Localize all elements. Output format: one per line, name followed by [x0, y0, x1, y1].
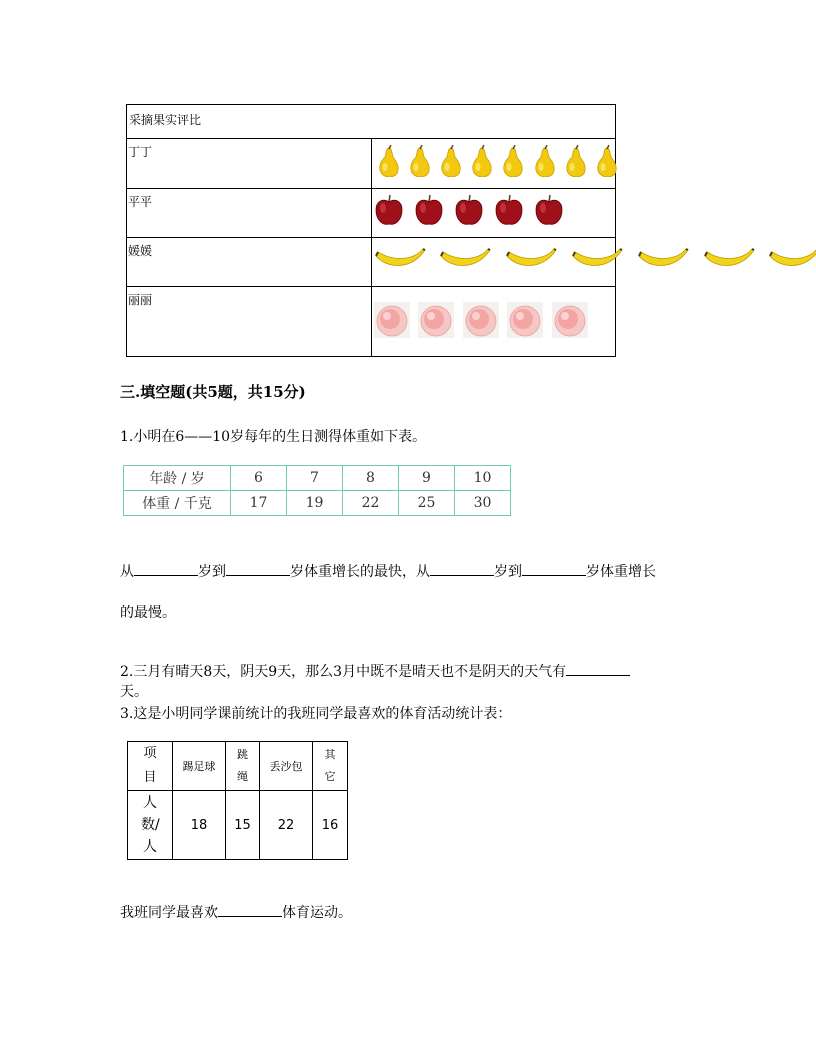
weight-cell: 22 — [343, 491, 399, 516]
count-cell: 18 — [173, 791, 226, 860]
item-header — [128, 742, 173, 791]
age-header: 年龄 / 岁 — [124, 466, 231, 491]
weight-header: 体重 / 千克 — [124, 491, 231, 516]
banana-row — [371, 238, 616, 287]
banana-icon — [439, 246, 491, 274]
banana-icon — [505, 246, 557, 274]
row-name-lili: 丽丽 — [127, 287, 372, 357]
q1-text: 岁到 — [494, 564, 522, 580]
activity-header — [313, 742, 348, 791]
pear-icon — [407, 145, 433, 177]
q1-fill-line — [120, 561, 656, 581]
banana-icon — [703, 246, 755, 274]
age-cell: 10 — [455, 466, 511, 491]
answer-blank[interactable] — [218, 902, 282, 917]
answer-blank[interactable] — [566, 661, 630, 676]
activity-header-text: 跳绳 — [237, 748, 248, 783]
apple-row — [371, 189, 616, 238]
count-header — [128, 791, 173, 860]
q1-text: 岁体重增长 — [586, 564, 656, 580]
weight-cell: 19 — [287, 491, 343, 516]
pear-icon — [500, 145, 526, 177]
q3-text: 体育运动。 — [282, 905, 352, 921]
q1-line2: 的最慢。 — [120, 605, 176, 621]
row-name-yuanyuan: 媛媛 — [127, 238, 372, 287]
q2-line2: 天。 — [120, 684, 148, 700]
pear-icon — [594, 145, 620, 177]
row-name-dingding: 丁丁 — [127, 139, 372, 189]
activity-header-text: 其它 — [324, 748, 336, 783]
banana-icon — [374, 246, 426, 274]
peach-row — [371, 287, 616, 357]
age-cell: 9 — [399, 466, 455, 491]
peach-icon — [552, 302, 588, 338]
pear-icon — [376, 145, 402, 177]
activity-header — [226, 742, 260, 791]
sports-table — [127, 741, 348, 860]
pictograph-table — [126, 104, 616, 357]
item-header-text: 项目 — [143, 746, 157, 785]
q3-answer-line — [120, 902, 352, 922]
count-cell: 22 — [260, 791, 313, 860]
count-cell: 15 — [226, 791, 260, 860]
banana-icon — [571, 246, 623, 274]
q1-text: 岁体重增长的最快，从 — [290, 564, 430, 580]
peach-icon — [374, 302, 410, 338]
row-name-pingping: 平平 — [127, 189, 372, 238]
weight-cell: 25 — [399, 491, 455, 516]
q3-prompt: 3.这是小明同学课前统计的我班同学最喜欢的体育活动统计表： — [120, 706, 512, 722]
answer-blank[interactable] — [226, 561, 290, 576]
peach-icon — [463, 302, 499, 338]
q1-prompt: 1.小明在6——10岁每年的生日测得体重如下表。 — [120, 429, 427, 445]
q2-line — [120, 661, 630, 681]
weight-cell: 30 — [455, 491, 511, 516]
age-cell: 7 — [287, 466, 343, 491]
apple-icon — [493, 194, 525, 226]
answer-blank[interactable] — [522, 561, 586, 576]
banana-icon — [768, 246, 816, 274]
weight-cell: 17 — [231, 491, 287, 516]
pear-icon — [532, 145, 558, 177]
q1-text: 岁到 — [198, 564, 226, 580]
peach-icon — [507, 302, 543, 338]
pear-icon — [469, 145, 495, 177]
count-header-text: 人数/人 — [141, 794, 160, 855]
answer-blank[interactable] — [430, 561, 494, 576]
activity-header: 丢沙包 — [260, 742, 313, 791]
apple-icon — [533, 194, 565, 226]
peach-icon — [418, 302, 454, 338]
pictograph-title: 采摘果实评比 — [127, 105, 616, 139]
weight-table — [123, 465, 511, 516]
pear-icon — [563, 145, 589, 177]
apple-icon — [373, 194, 405, 226]
banana-icon — [637, 246, 689, 274]
pear-icon — [438, 145, 464, 177]
count-cell: 16 — [313, 791, 348, 860]
section-heading: 三.填空题(共5题，共15分) — [120, 383, 306, 401]
apple-icon — [453, 194, 485, 226]
q1-text: 从 — [120, 564, 134, 580]
pear-row — [371, 139, 616, 189]
q3-text: 我班同学最喜欢 — [120, 905, 218, 921]
answer-blank[interactable] — [134, 561, 198, 576]
q2-text: 2.三月有晴天8天，阴天9天，那么3月中既不是晴天也不是阴天的天气有 — [120, 664, 567, 680]
age-cell: 6 — [231, 466, 287, 491]
activity-header: 踢足球 — [173, 742, 226, 791]
apple-icon — [413, 194, 445, 226]
age-cell: 8 — [343, 466, 399, 491]
